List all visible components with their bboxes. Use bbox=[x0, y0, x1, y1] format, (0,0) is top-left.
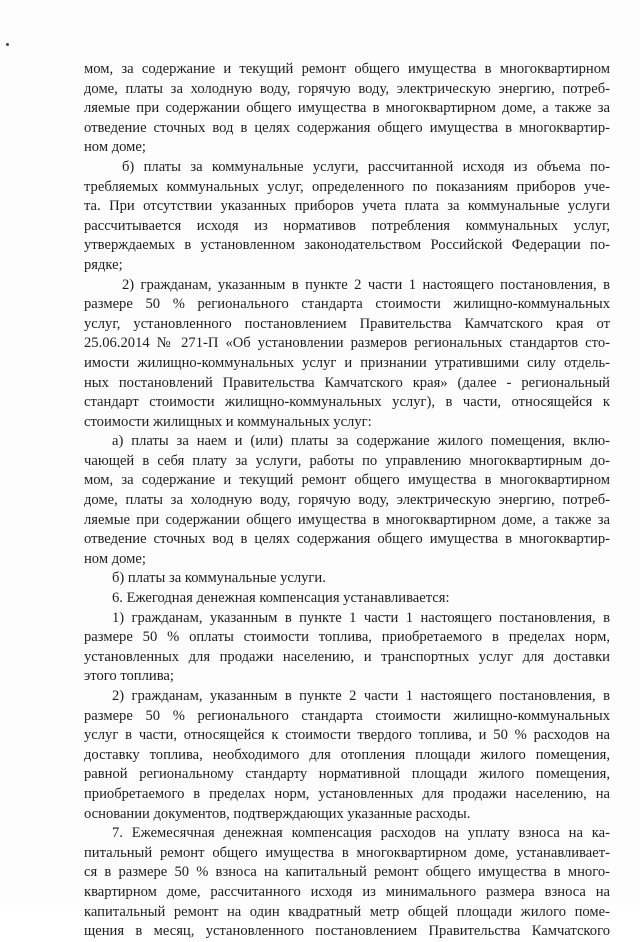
text-line: 1) гражданам, указанным в пункте 1 части 1 настоящего постановления, в bbox=[112, 609, 610, 626]
text-line: ляемые при содержании общего имущества в многоквартирном доме, а также за bbox=[84, 511, 610, 528]
text-line: равной региональному стандарту нормативной площади жилого помещения, bbox=[84, 766, 610, 783]
text-line: основании документов, подтверждающих указанные расходы. bbox=[84, 805, 471, 822]
text-line: доставку топлива, необходимого для отопления площади жилого помещения, bbox=[84, 746, 610, 763]
text-line: утверждаемых в установленном законодательством Российской Федерации по- bbox=[84, 237, 610, 254]
text-line: б) платы за коммунальные услуги. bbox=[112, 570, 326, 587]
text-line: имости жилищно-коммунальных услуг и признании утратившими силу отдель- bbox=[84, 354, 610, 371]
text-line: отведение сточных вод в целях содержания общего имущества в многоквартир- bbox=[84, 531, 610, 548]
text-line: приобретаемого в пределах норм, установленных для продажи населению, на bbox=[84, 785, 610, 802]
text-line: 2) гражданам, указанным в пункте 2 части 1 настоящего постановления, в bbox=[122, 276, 610, 293]
text-line: стандарт стоимости жилищно-коммунальных услуг), в части, относящейся к bbox=[84, 394, 610, 411]
text-line: мом, за содержание и текущий ремонт общего имущества в многоквартирном bbox=[84, 472, 610, 489]
text-line: чающей в себя плату за услуги, работы по управлению многоквартирным до- bbox=[84, 452, 610, 469]
text-line: доме, платы за холодную воду, горячую воду, электрическую энергию, потреб- bbox=[84, 492, 610, 509]
text-line: 25.06.2014 № 271-П «Об установлении размеров региональных стандартов сто- bbox=[84, 335, 610, 352]
text-line: рассчитывается исходя из нормативов потребления коммунальных услуг, bbox=[84, 217, 610, 234]
text-line: квартирном доме, рассчитанного исходя из минимального размера взноса на bbox=[84, 883, 610, 900]
text-line: та. При отсутствии указанных приборов учета плата за коммунальные услуги bbox=[84, 198, 610, 215]
text-line: ляемые при содержании общего имущества в многоквартирном доме, а также за bbox=[84, 100, 610, 117]
text-line: а) платы за наем и (или) платы за содержание жилого помещения, вклю- bbox=[112, 433, 610, 450]
text-line: требляемых коммунальных услуг, определенного по показаниям приборов уче- bbox=[84, 178, 610, 195]
text-line: ном доме; bbox=[84, 139, 146, 156]
text-line: щения в месяц, установленного постановлением Правительства Камчатского bbox=[84, 923, 610, 940]
text-line: размере 50 % регионального стандарта стоимости жилищно-коммунальных bbox=[84, 707, 610, 724]
text-line: капитальный ремонт на один квадратный метр общей площади жилого поме- bbox=[84, 903, 610, 920]
document-body bbox=[84, 60, 610, 942]
text-line: б) платы за коммунальные услуги, рассчитанной исходя из объема по- bbox=[122, 158, 610, 175]
text-line: ся в размере 50 % взноса на капитальный ремонт общего имущества в много- bbox=[84, 864, 610, 881]
text-line: услуг в части, относящейся к стоимости твердого топлива, и 50 % расходов на bbox=[84, 727, 610, 744]
text-line: установленных для продажи населению, и транспортных услуг для доставки bbox=[84, 648, 610, 665]
text-line: мом, за содержание и текущий ремонт общего имущества в многоквартирном bbox=[84, 61, 610, 77]
text-line: питальный ремонт общего имущества в многоквартирном доме, устанавливает- bbox=[84, 844, 610, 861]
text-line: ных постановлений Правительства Камчатского края» (далее - региональный bbox=[84, 374, 610, 391]
text-line: этого топлива; bbox=[84, 668, 174, 685]
scan-speck bbox=[6, 43, 9, 46]
text-line: размере 50 % регионального стандарта стоимости жилищно-коммунальных bbox=[84, 296, 610, 313]
text-line: ном доме; bbox=[84, 550, 146, 567]
text-line: доме, платы за холодную воду, горячую воду, электрическую энергию, потреб- bbox=[84, 80, 610, 97]
text-line: 2) гражданам, указанным в пункте 2 части 1 настоящего постановления, в bbox=[112, 688, 610, 704]
text-line: 7. Ежемесячная денежная компенсация расходов на уплату взноса на ка- bbox=[112, 825, 610, 842]
text-line: рядке; bbox=[84, 256, 123, 273]
text-line: отведение сточных вод в целях содержания общего имущества в многоквартир- bbox=[84, 119, 610, 136]
text-line: размере 50 % оплаты стоимости топлива, приобретаемого в пределах норм, bbox=[84, 629, 610, 646]
text-line: услуг, установленного постановлением Правительства Камчатского края от bbox=[84, 315, 610, 332]
text-line: стоимости жилищных и коммунальных услуг: bbox=[84, 413, 372, 430]
text-line: 6. Ежегодная денежная компенсация устанавливается: bbox=[112, 590, 450, 607]
